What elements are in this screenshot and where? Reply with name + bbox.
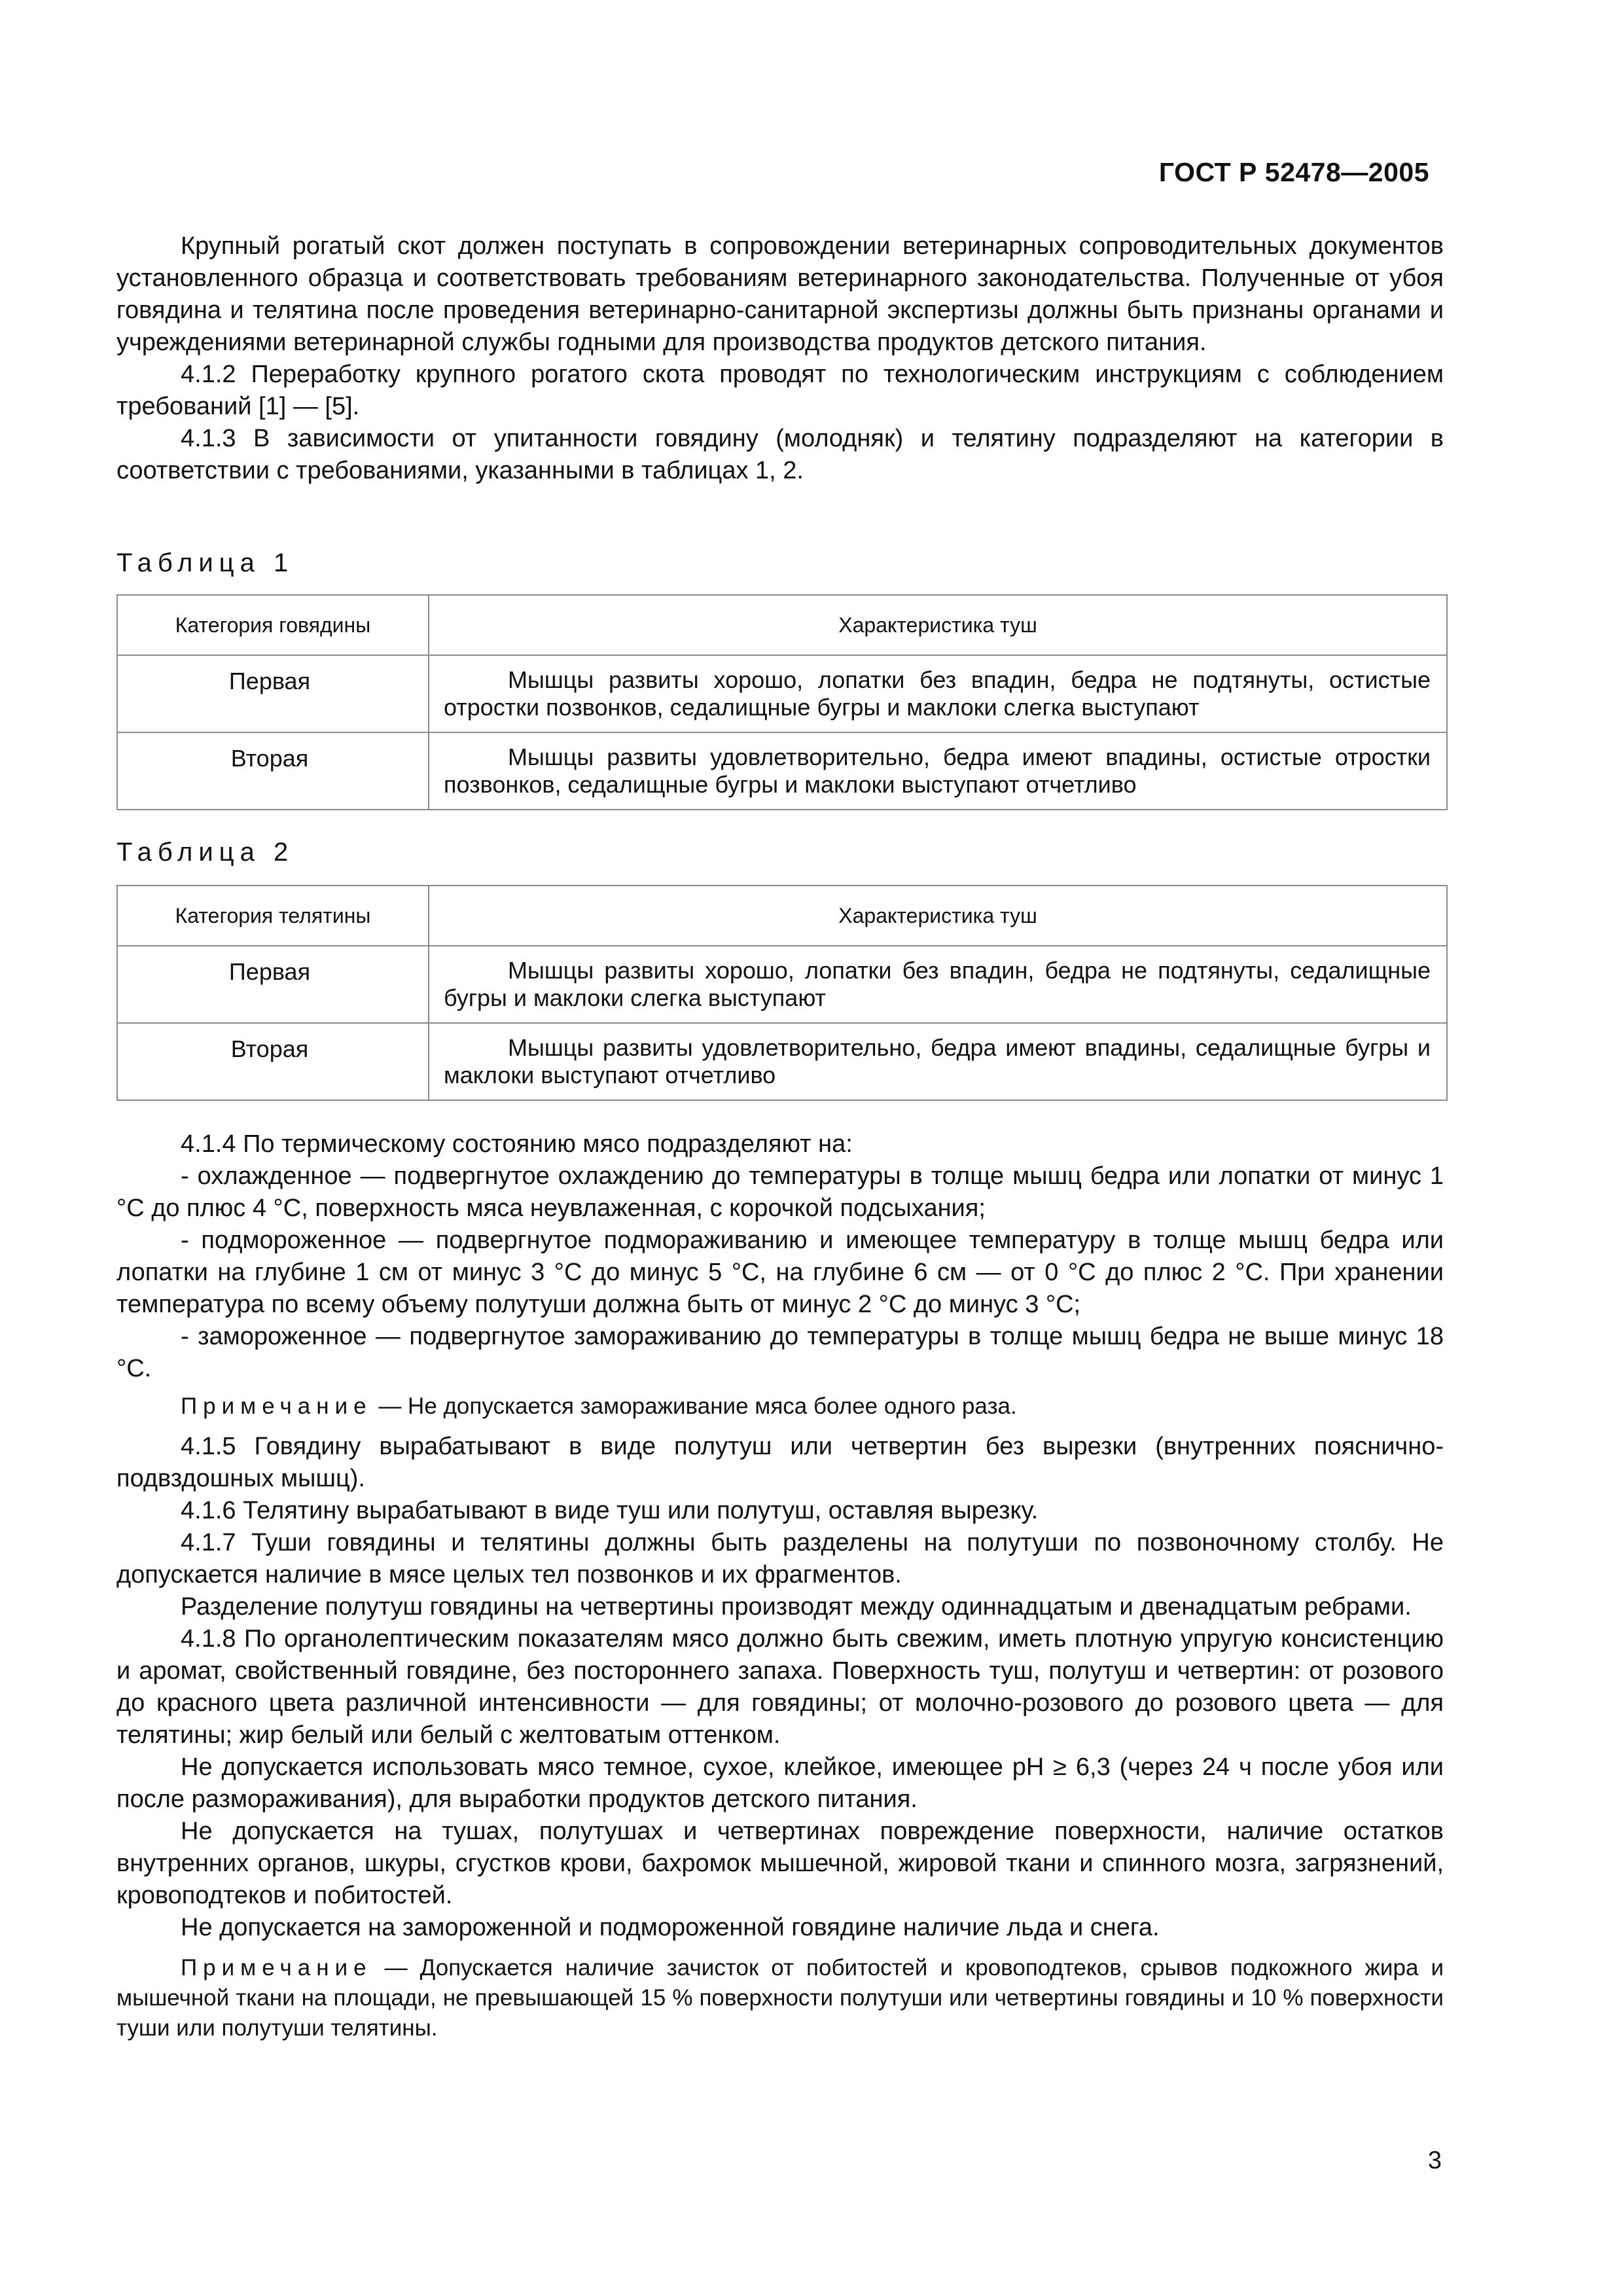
- table2-row1-category: Первая: [117, 946, 429, 1023]
- table2-header-characteristic: Характеристика туш: [429, 886, 1447, 946]
- table1-header-characteristic: Характеристика туш: [429, 595, 1447, 655]
- table2-row2-category: Вторая: [117, 1023, 429, 1100]
- paragraph-4-1-6: 4.1.6 Телятину вырабатывают в виде туш или полутуш, оставляя вырезку.: [181, 1497, 1039, 1524]
- paragraph-ph: Не допускается использовать мясо темное, сухое, клейкое, имеющее pH ≥ 6,3 (через 24 ч после убоя или после размораживания), для выработки продуктов детского питания.: [116, 1753, 1444, 1813]
- paragraph-4-1-8: 4.1.8 По органолептическим показателям мясо должно быть свежим, иметь плотную упругую консистенцию и аромат, свойственный говядине, без постороннего запаха. Поверхность туш, полутуш и четвертин: от розового до красного цвета различной интенсивности — для говядины; от молочно-розового до розового цвета — для телятины; жир белый или белый с желтоватым оттенком.: [116, 1625, 1444, 1749]
- list-item-subfrozen: - подмороженное — подвергнутое подмораживанию и имеющее температуру в толще мышц бедра или лопатки на глубине 1 см от минус 3 °С до минус 5 °С, на глубине 6 см — от 0 °С до плюс 2 °С. При хранении температура по всему объему полутуши должна быть от минус 2 °С до минус 3 °С;: [116, 1227, 1444, 1318]
- paragraph-4-1-3: 4.1.3 В зависимости от упитанности говядину (молодняк) и телятину подразделяют на категории в соответствии с требованиями, указанными в таблицах 1, 2.: [116, 425, 1444, 484]
- paragraph-ice: Не допускается на замороженной и подмороженной говядине наличие льда и снега.: [181, 1914, 1160, 1941]
- note-text: — Допускается наличие зачисток от побитостей и кровоподтеков, срывов подкожного жира и мышечной ткани на площади, не превышающей 15 % поверхности полутуши или четвертины говядины и 10 % поверхности туши или полутуши телятины.: [116, 1955, 1444, 2041]
- table1-title: Таблица 1: [116, 548, 294, 577]
- intro-section: [116, 230, 1444, 487]
- paragraph-4-1-5: 4.1.5 Говядину вырабатывают в виде полутуш или четвертин без вырезки (внутренних пояснично-подвздошных мышц).: [116, 1433, 1444, 1492]
- table2-row2-description: Мышцы развиты удовлетворительно, бедра имеют впадины, седалищные бугры и маклоки выступают отчетливо: [429, 1023, 1447, 1100]
- table1-header-category: Категория говядины: [117, 595, 429, 655]
- list-item-frozen: - замороженное — подвергнутое замораживанию до температуры в толще мышц бедра не выше минус 18 °С.: [116, 1323, 1444, 1382]
- table2: [116, 885, 1448, 1101]
- table-row: [117, 655, 1447, 732]
- paragraph-quarters: Разделение полутуш говядины на четвертины производят между одиннадцатым и двенадцатым ребрами.: [181, 1593, 1412, 1621]
- table-row: [117, 946, 1447, 1023]
- table2-header-row: [117, 886, 1447, 946]
- table1-row1-description: Мышцы развиты хорошо, лопатки без впадин, бедра не подтянуты, остистые отростки позвонков, седалищные бугры и маклоки слегка выступают: [429, 655, 1447, 732]
- table2-row1-description: Мышцы развиты хорошо, лопатки без впадин, бедра не подтянуты, седалищные бугры и маклоки слегка выступают: [429, 946, 1447, 1023]
- note-414: [116, 1391, 1444, 1422]
- paragraph-4-1-7: 4.1.7 Туши говядины и телятины должны быть разделены на полутуши по позвоночному столбу. Не допускается наличие в мясе целых тел позвонков и их фрагментов.: [116, 1529, 1444, 1588]
- paragraph-intro: Крупный рогатый скот должен поступать в сопровождении ветеринарных сопроводительных документов установленного образца и соответствовать требованиям ветеринарного законодательства. Полученные от убоя говядина и телятина после проведения ветеринарно-санитарной экспертизы должны быть признаны органами и учреждениями ветеринарной службы годными для производства продуктов детского питания.: [116, 232, 1444, 356]
- table1: [116, 594, 1448, 810]
- table2-header-category: Категория телятины: [117, 886, 429, 946]
- table-row: [117, 1023, 1447, 1100]
- paragraph-damage: Не допускается на тушах, полутушах и четвертинах повреждение поверхности, наличие остатков внутренних органов, шкуры, сгустков крови, бахромок мышечной, жировой ткани и спинного мозга, загрязнений, кровоподтеков и побитостей.: [116, 1818, 1444, 1909]
- table1-row1-category: Первая: [117, 655, 429, 732]
- standard-header: ГОСТ Р 52478—2005: [1158, 157, 1429, 187]
- list-item-chilled: - охлажденное — подвергнутое охлаждению до температуры в толще мышц бедра или лопатки от минус 1 °С до плюс 4 °С, поверхность мяса неувлаженная, с корочкой подсыхания;: [116, 1162, 1444, 1222]
- paragraph-4-1-2: 4.1.2 Переработку крупного рогатого скота проводят по технологическим инструкциям с соблюдением требований [1] — [5].: [116, 361, 1444, 420]
- paragraph-4-1-4: 4.1.4 По термическому состоянию мясо подразделяют на:: [181, 1130, 853, 1158]
- table1-header-row: [117, 595, 1447, 655]
- table2-title: Таблица 2: [116, 838, 294, 867]
- main-section: [116, 1128, 1444, 2043]
- note-final: [116, 1953, 1444, 2043]
- note-label: Примечание: [181, 1955, 372, 1981]
- table1-row2-category: Вторая: [117, 732, 429, 810]
- note-label: Примечание: [181, 1393, 372, 1419]
- page-number: 3: [1427, 2147, 1442, 2174]
- table-row: [117, 732, 1447, 810]
- table1-row2-description: Мышцы развиты удовлетворительно, бедра имеют впадины, остистые отростки позвонков, седалищные бугры и маклоки выступают отчетливо: [429, 732, 1447, 810]
- note-text: — Не допускается замораживание мяса более одного раза.: [372, 1393, 1017, 1419]
